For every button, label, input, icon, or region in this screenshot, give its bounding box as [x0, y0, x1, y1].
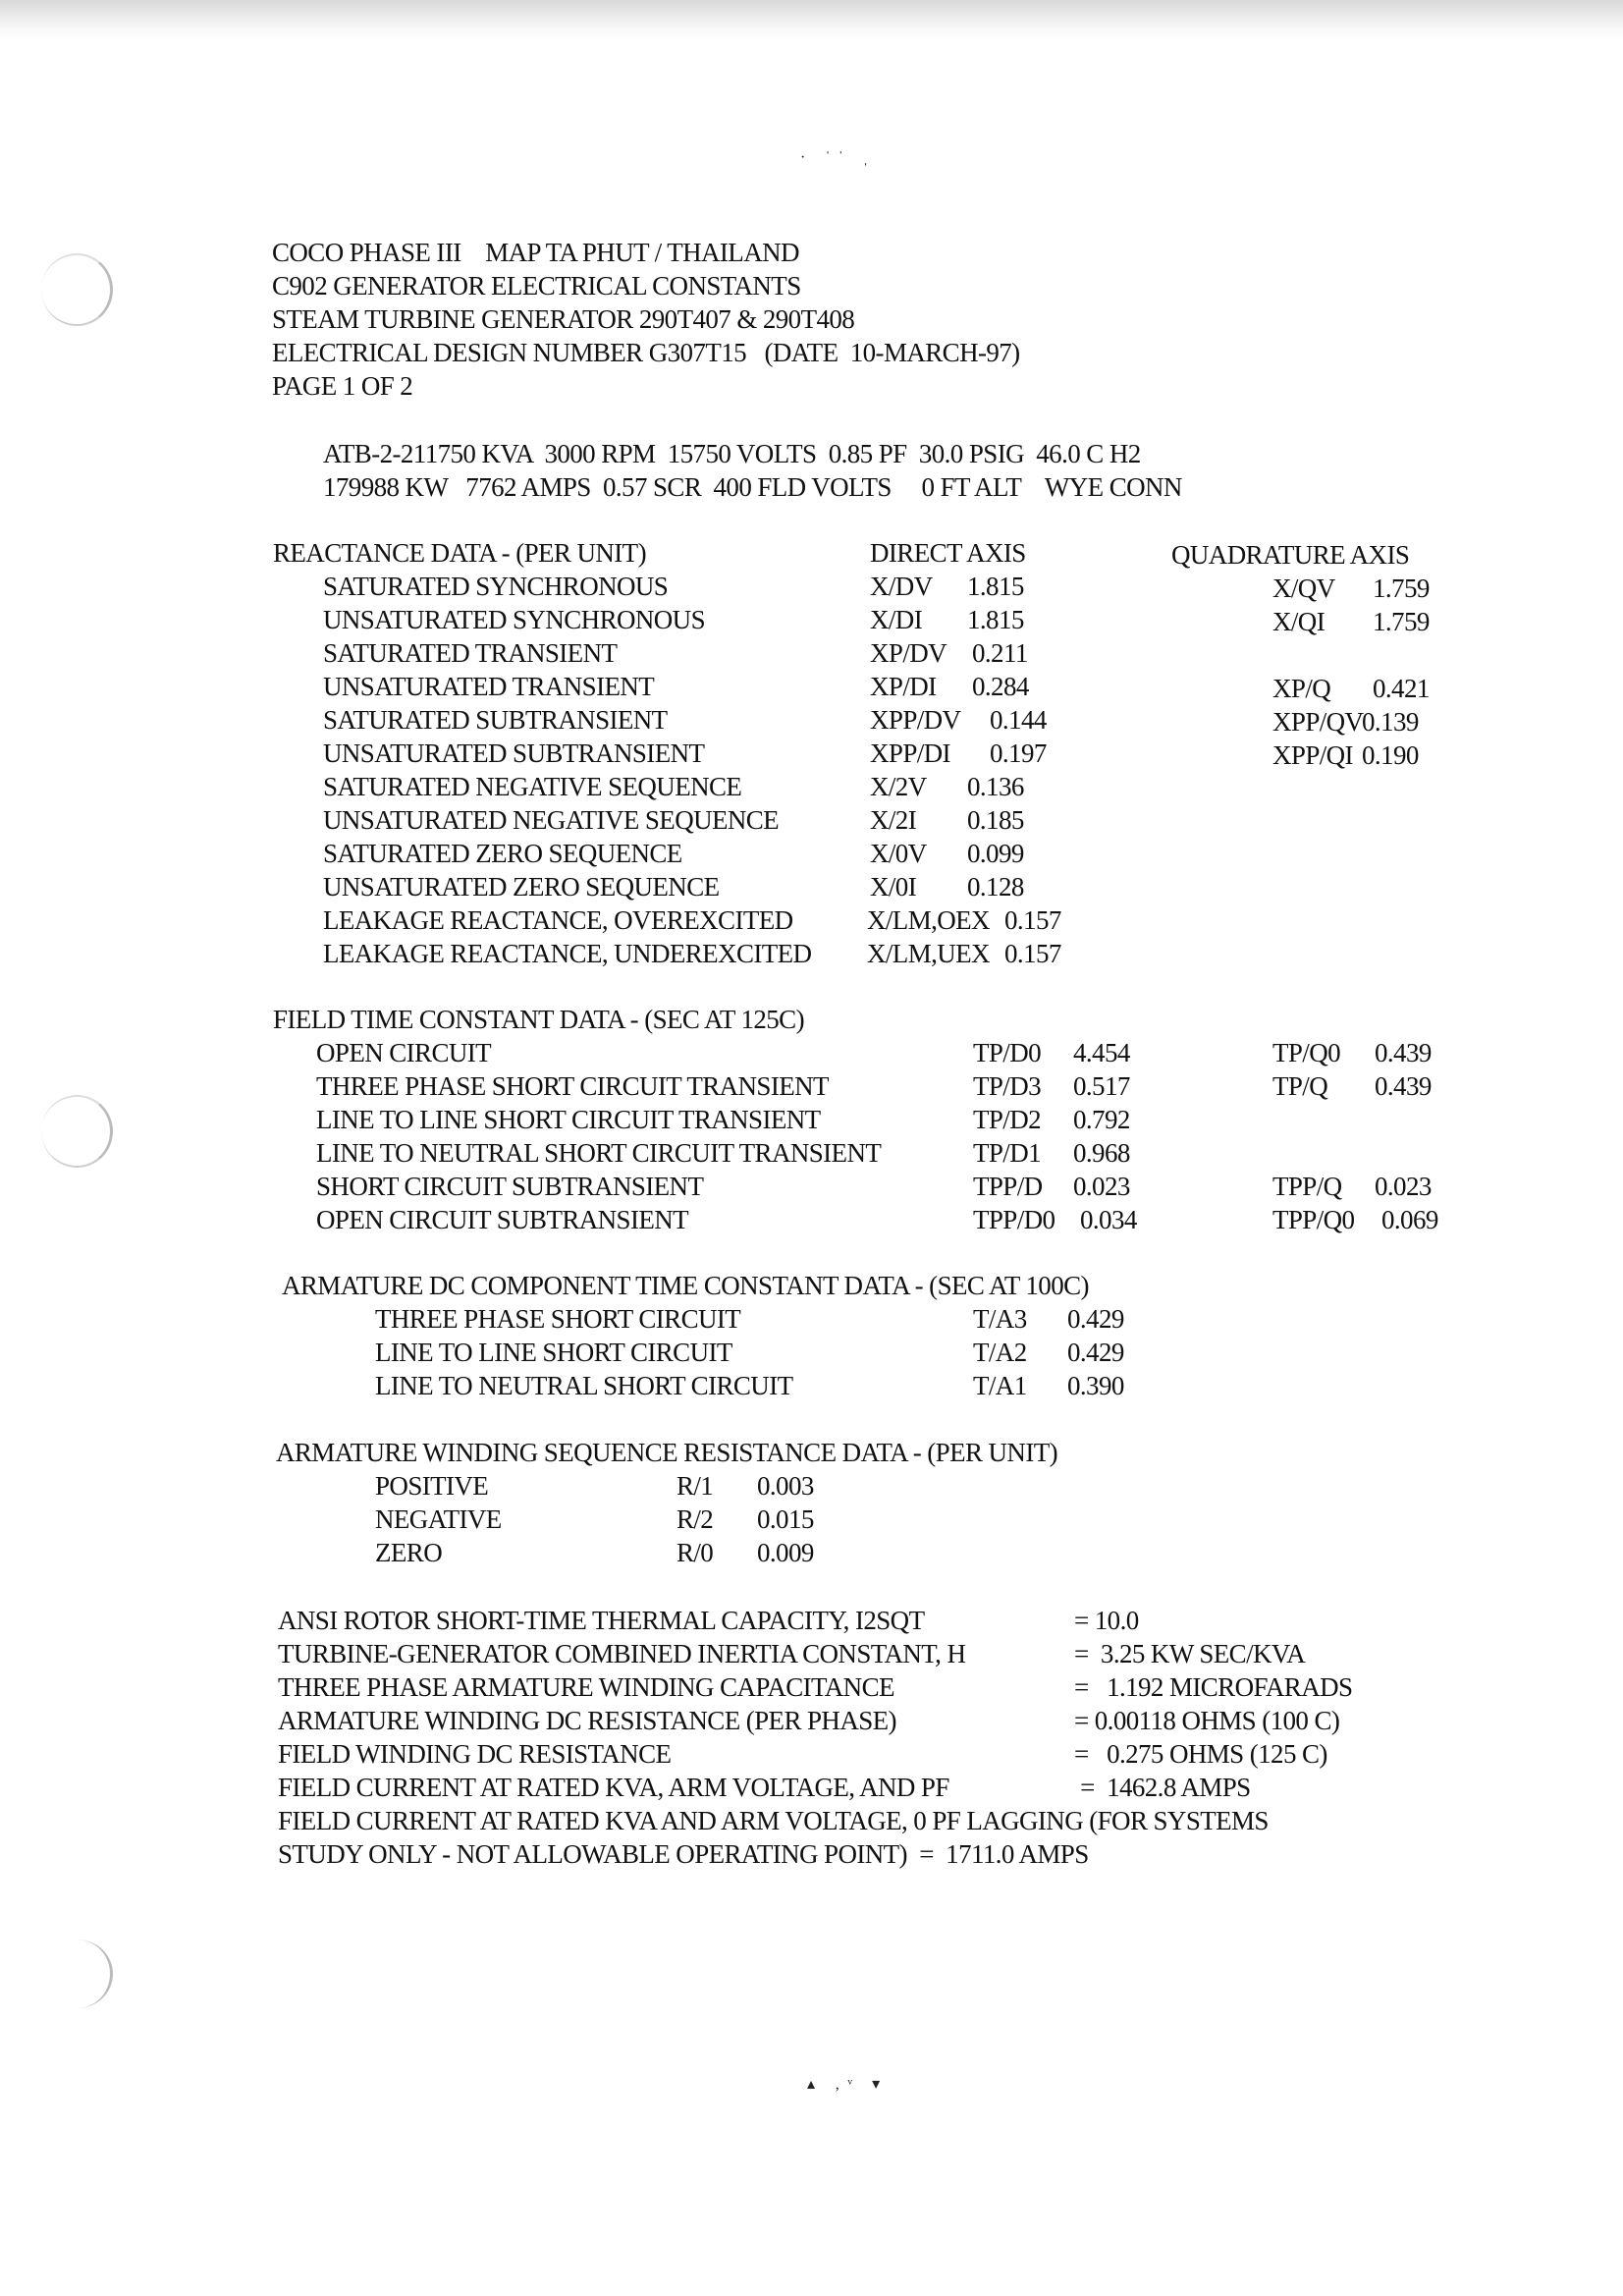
- quad-value: 0.069: [1381, 1205, 1438, 1234]
- scan-speck-mark: ▴ ‚ᵛ ▾: [807, 2076, 889, 2093]
- direct-value: 0.128: [967, 872, 1024, 902]
- quad-value: 0.023: [1375, 1172, 1432, 1201]
- direct-code: X/LM,UEX: [867, 939, 990, 968]
- code: R/2: [676, 1504, 714, 1534]
- direct-value: 0.023: [1073, 1172, 1130, 1201]
- constant-value: = 1.192 MICROFARADS: [1074, 1672, 1353, 1702]
- section-title: REACTANCE DATA - (PER UNIT): [273, 538, 646, 568]
- direct-code: X/2V: [870, 772, 927, 801]
- direct-code: X/0I: [870, 872, 917, 902]
- row-label: NEGATIVE: [375, 1504, 502, 1534]
- section-title: FIELD TIME CONSTANT DATA - (SEC AT 125C): [273, 1005, 804, 1034]
- quad-code: XP/Q: [1272, 674, 1331, 703]
- row-label: UNSATURATED NEGATIVE SEQUENCE: [323, 805, 780, 835]
- direct-code: X/DV: [870, 572, 933, 601]
- direct-code: TP/D3: [973, 1071, 1042, 1101]
- footnote-line: STUDY ONLY - NOT ALLOWABLE OPERATING POINT) = 1711.0 AMPS: [278, 1839, 1089, 1869]
- punch-hole-mark: [41, 253, 113, 326]
- direct-code: TP/D0: [973, 1038, 1042, 1067]
- direct-code: X/DI: [870, 605, 923, 634]
- row-label: THREE PHASE SHORT CIRCUIT: [375, 1304, 741, 1334]
- row-label: LINE TO NEUTRAL SHORT CIRCUIT TRANSIENT: [316, 1138, 882, 1168]
- row-label: SATURATED NEGATIVE SEQUENCE: [323, 772, 742, 801]
- code: T/A2: [973, 1338, 1027, 1367]
- row-label: LINE TO NEUTRAL SHORT CIRCUIT: [375, 1371, 793, 1400]
- direct-value: 4.454: [1073, 1038, 1130, 1067]
- header-line: PAGE 1 OF 2: [272, 371, 413, 401]
- direct-value: 0.185: [967, 805, 1024, 835]
- scan-speck-mark: · ˈˈ ˌ: [800, 149, 877, 166]
- row-label: SATURATED ZERO SEQUENCE: [323, 839, 682, 868]
- direct-code: TP/D1: [973, 1138, 1042, 1168]
- row-label: UNSATURATED SUBTRANSIENT: [323, 738, 705, 768]
- direct-code: XP/DI: [870, 672, 937, 701]
- direct-value: 1.815: [967, 572, 1024, 601]
- constant-value: = 0.00118 OHMS (100 C): [1074, 1706, 1340, 1735]
- direct-code: X/LM,OEX: [867, 905, 990, 935]
- punch-hole-mark: [41, 1095, 113, 1168]
- punch-hole-mark: [41, 1940, 113, 2008]
- constant-label: FIELD WINDING DC RESISTANCE: [278, 1739, 672, 1769]
- row-label: SATURATED SYNCHRONOUS: [323, 572, 669, 601]
- constant-value: = 3.25 KW SEC/KVA: [1074, 1639, 1306, 1668]
- constant-value: = 1462.8 AMPS: [1074, 1773, 1251, 1802]
- row-label: UNSATURATED SYNCHRONOUS: [323, 605, 705, 634]
- row-label: SHORT CIRCUIT SUBTRANSIENT: [316, 1172, 704, 1201]
- quad-code: X/QI: [1272, 607, 1325, 636]
- direct-code: TPP/D0: [973, 1205, 1055, 1234]
- direct-value: 0.157: [1004, 939, 1061, 968]
- direct-value: 0.517: [1073, 1071, 1130, 1101]
- value: 0.003: [757, 1471, 814, 1501]
- header-line: COCO PHASE III MAP TA PHUT / THAILAND: [272, 238, 799, 267]
- header-line: C902 GENERATOR ELECTRICAL CONSTANTS: [272, 271, 801, 301]
- direct-value: 0.968: [1073, 1138, 1130, 1168]
- row-label: UNSATURATED TRANSIENT: [323, 672, 655, 701]
- direct-code: XPP/DV: [870, 705, 961, 735]
- direct-value: 0.197: [990, 738, 1047, 768]
- row-label: SATURATED TRANSIENT: [323, 638, 618, 668]
- value: 0.429: [1067, 1304, 1124, 1334]
- code: T/A3: [973, 1304, 1027, 1334]
- ratings-line: 179988 KW 7762 AMPS 0.57 SCR 400 FLD VOLTS 0 FT ALT WYE CONN: [323, 472, 1182, 502]
- direct-code: XP/DV: [870, 638, 947, 668]
- value: 0.015: [757, 1504, 814, 1534]
- quad-code: XPP/QI: [1272, 740, 1353, 770]
- row-label: LINE TO LINE SHORT CIRCUIT: [375, 1338, 732, 1367]
- row-label: SATURATED SUBTRANSIENT: [323, 705, 668, 735]
- quad-value: 0.190: [1362, 740, 1419, 770]
- direct-code: X/0V: [870, 839, 927, 868]
- row-label: LEAKAGE REACTANCE, OVEREXCITED: [323, 905, 793, 935]
- constant-label: TURBINE-GENERATOR COMBINED INERTIA CONSTANT, H: [278, 1639, 966, 1668]
- direct-value: 0.099: [967, 839, 1024, 868]
- row-label: UNSATURATED ZERO SEQUENCE: [323, 872, 720, 902]
- direct-value: 0.284: [972, 672, 1029, 701]
- direct-axis-header: DIRECT AXIS: [870, 538, 1026, 568]
- direct-code: X/2I: [870, 805, 917, 835]
- row-label: THREE PHASE SHORT CIRCUIT TRANSIENT: [316, 1071, 829, 1101]
- code: R/1: [676, 1471, 714, 1501]
- direct-code: TPP/D: [973, 1172, 1043, 1201]
- quadrature-axis-header: QUADRATURE AXIS: [1171, 540, 1410, 570]
- constant-value: = 0.275 OHMS (125 C): [1074, 1739, 1327, 1769]
- section-title: ARMATURE DC COMPONENT TIME CONSTANT DATA - (SEC AT 100C): [282, 1271, 1089, 1300]
- value: 0.390: [1067, 1371, 1124, 1400]
- quad-code: TPP/Q0: [1272, 1205, 1355, 1234]
- constant-label: ARMATURE WINDING DC RESISTANCE (PER PHASE): [278, 1706, 896, 1735]
- header-line: STEAM TURBINE GENERATOR 290T407 & 290T408: [272, 304, 855, 334]
- row-label: LINE TO LINE SHORT CIRCUIT TRANSIENT: [316, 1105, 821, 1134]
- row-label: OPEN CIRCUIT SUBTRANSIENT: [316, 1205, 689, 1234]
- direct-value: 0.211: [972, 638, 1028, 668]
- direct-value: 0.792: [1073, 1105, 1130, 1134]
- quad-value: 0.439: [1375, 1038, 1432, 1067]
- quad-code: TP/Q0: [1272, 1038, 1341, 1067]
- direct-value: 0.034: [1080, 1205, 1137, 1234]
- code: R/0: [676, 1538, 714, 1567]
- quad-value: 0.421: [1373, 674, 1430, 703]
- row-label: LEAKAGE REACTANCE, UNDEREXCITED: [323, 939, 812, 968]
- direct-value: 0.144: [990, 705, 1047, 735]
- constant-label: THREE PHASE ARMATURE WINDING CAPACITANCE: [278, 1672, 894, 1702]
- row-label: OPEN CIRCUIT: [316, 1038, 492, 1067]
- constant-value: = 10.0: [1074, 1606, 1139, 1635]
- constant-label: ANSI ROTOR SHORT-TIME THERMAL CAPACITY, I2SQT: [278, 1606, 925, 1635]
- direct-code: TP/D2: [973, 1105, 1042, 1134]
- direct-value: 0.136: [967, 772, 1024, 801]
- constant-label: FIELD CURRENT AT RATED KVA, ARM VOLTAGE, AND PF: [278, 1773, 949, 1802]
- code: T/A1: [973, 1371, 1027, 1400]
- quad-value: 1.759: [1373, 574, 1430, 603]
- quad-value: 1.759: [1373, 607, 1430, 636]
- quad-code: X/QV: [1272, 574, 1335, 603]
- quad-code: TP/Q: [1272, 1071, 1328, 1101]
- quad-code: TPP/Q: [1272, 1172, 1342, 1201]
- ratings-line: ATB-2-211750 KVA 3000 RPM 15750 VOLTS 0.85 PF 30.0 PSIG 46.0 C H2: [323, 439, 1141, 468]
- value: 0.429: [1067, 1338, 1124, 1367]
- direct-value: 0.157: [1004, 905, 1061, 935]
- direct-code: XPP/DI: [870, 738, 950, 768]
- quad-value: 0.139: [1362, 707, 1419, 737]
- header-line: ELECTRICAL DESIGN NUMBER G307T15 (DATE 10-MARCH-97): [272, 338, 1020, 367]
- row-label: POSITIVE: [375, 1471, 489, 1501]
- value: 0.009: [757, 1538, 814, 1567]
- section-title: ARMATURE WINDING SEQUENCE RESISTANCE DATA - (PER UNIT): [276, 1438, 1058, 1467]
- direct-value: 1.815: [967, 605, 1024, 634]
- row-label: ZERO: [375, 1538, 443, 1567]
- footnote-line: FIELD CURRENT AT RATED KVA AND ARM VOLTAGE, 0 PF LAGGING (FOR SYSTEMS: [278, 1806, 1269, 1835]
- scan-edge-shadow: [0, 0, 1623, 39]
- quad-code: XPP/QV: [1272, 707, 1364, 737]
- quad-value: 0.439: [1375, 1071, 1432, 1101]
